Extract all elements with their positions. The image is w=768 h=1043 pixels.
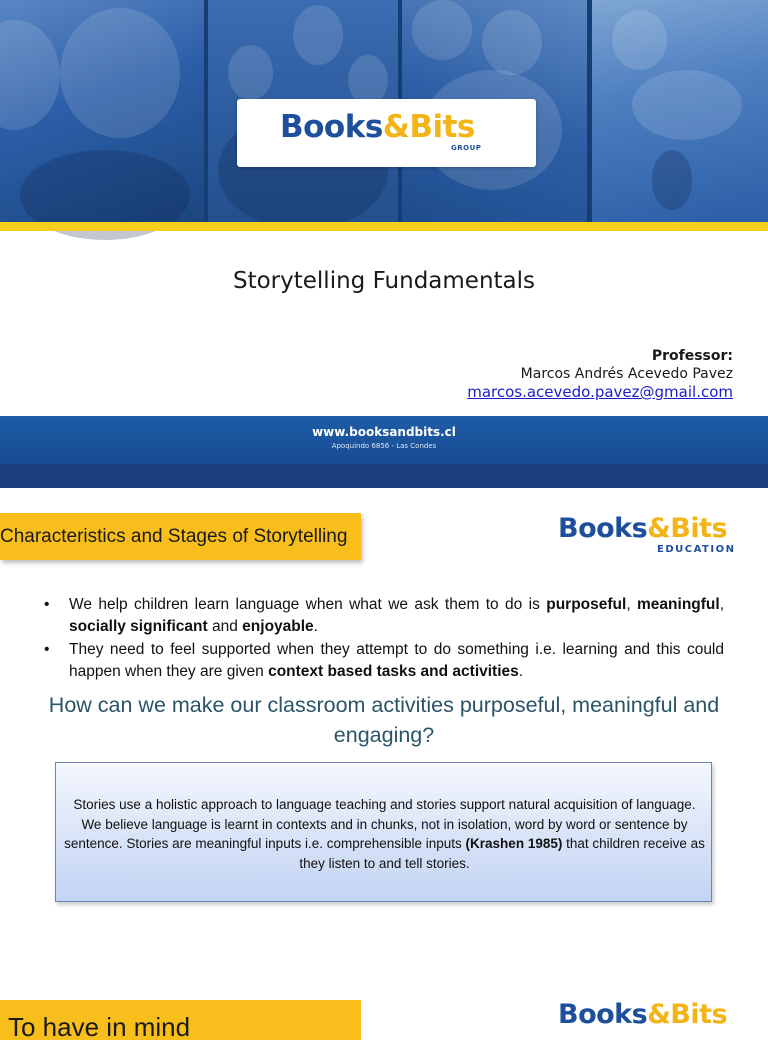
content-slide <box>0 488 768 988</box>
quote-text: Stories use a holistic approach to language teaching and stories support natural acquisition of language. We believe language is learnt in contexts and in chunks, not in isolation, word by word or sentence by sentence. Stories are meaningful inputs i.e. comprehensible inputs (Krashen 1985) that children receive as they listen to and tell stories. <box>64 797 705 871</box>
professor-info <box>467 347 733 402</box>
list-item: • We help children learn language when what we ask them to do is purposeful, meaningful, socially significant and enjoyable. <box>44 596 724 635</box>
presentation-title: Storytelling Fundamentals <box>232 268 536 294</box>
professor-name: Marcos Andrés Acevedo Pavez <box>520 366 733 382</box>
banner-photo-children-reading <box>0 0 204 222</box>
professor-label: Professor: <box>651 348 733 364</box>
footer-url[interactable]: www.booksandbits.cl <box>312 425 456 439</box>
footer-address: Apoquindo 6856 - Las Condes <box>331 442 437 450</box>
section-heading-tag <box>0 513 361 560</box>
bullet-list <box>44 594 724 684</box>
quote-box <box>55 762 712 902</box>
professor-email-link[interactable]: marcos.acevedo.pavez@gmail.com <box>467 383 733 401</box>
banner-photo-hockey-player <box>592 0 768 222</box>
guiding-question: How can we make our classroom activities purposeful, meaningful and engaging? <box>48 693 720 747</box>
section-heading: Characteristics and Stages of Storytelling <box>0 526 348 547</box>
next-section-heading-tag <box>0 1000 361 1040</box>
yellow-divider <box>0 222 768 231</box>
bullet-icon: • <box>44 596 50 613</box>
books-and-bits-group-logo: Books&Bits GROUP <box>237 99 536 167</box>
next-section-heading: To have in mind <box>8 1012 191 1042</box>
books-and-bits-logo: Books&Bits <box>558 999 728 1030</box>
title-slide <box>0 0 768 488</box>
footer-band <box>0 416 768 464</box>
books-and-bits-education-logo: Books&Bits EDUCATION <box>558 513 736 555</box>
list-item: • They need to feel supported when they attempt to do something i.e. learning and this could happen when they are given context based tasks and activities. <box>44 641 724 680</box>
bullet-icon: • <box>44 641 50 658</box>
